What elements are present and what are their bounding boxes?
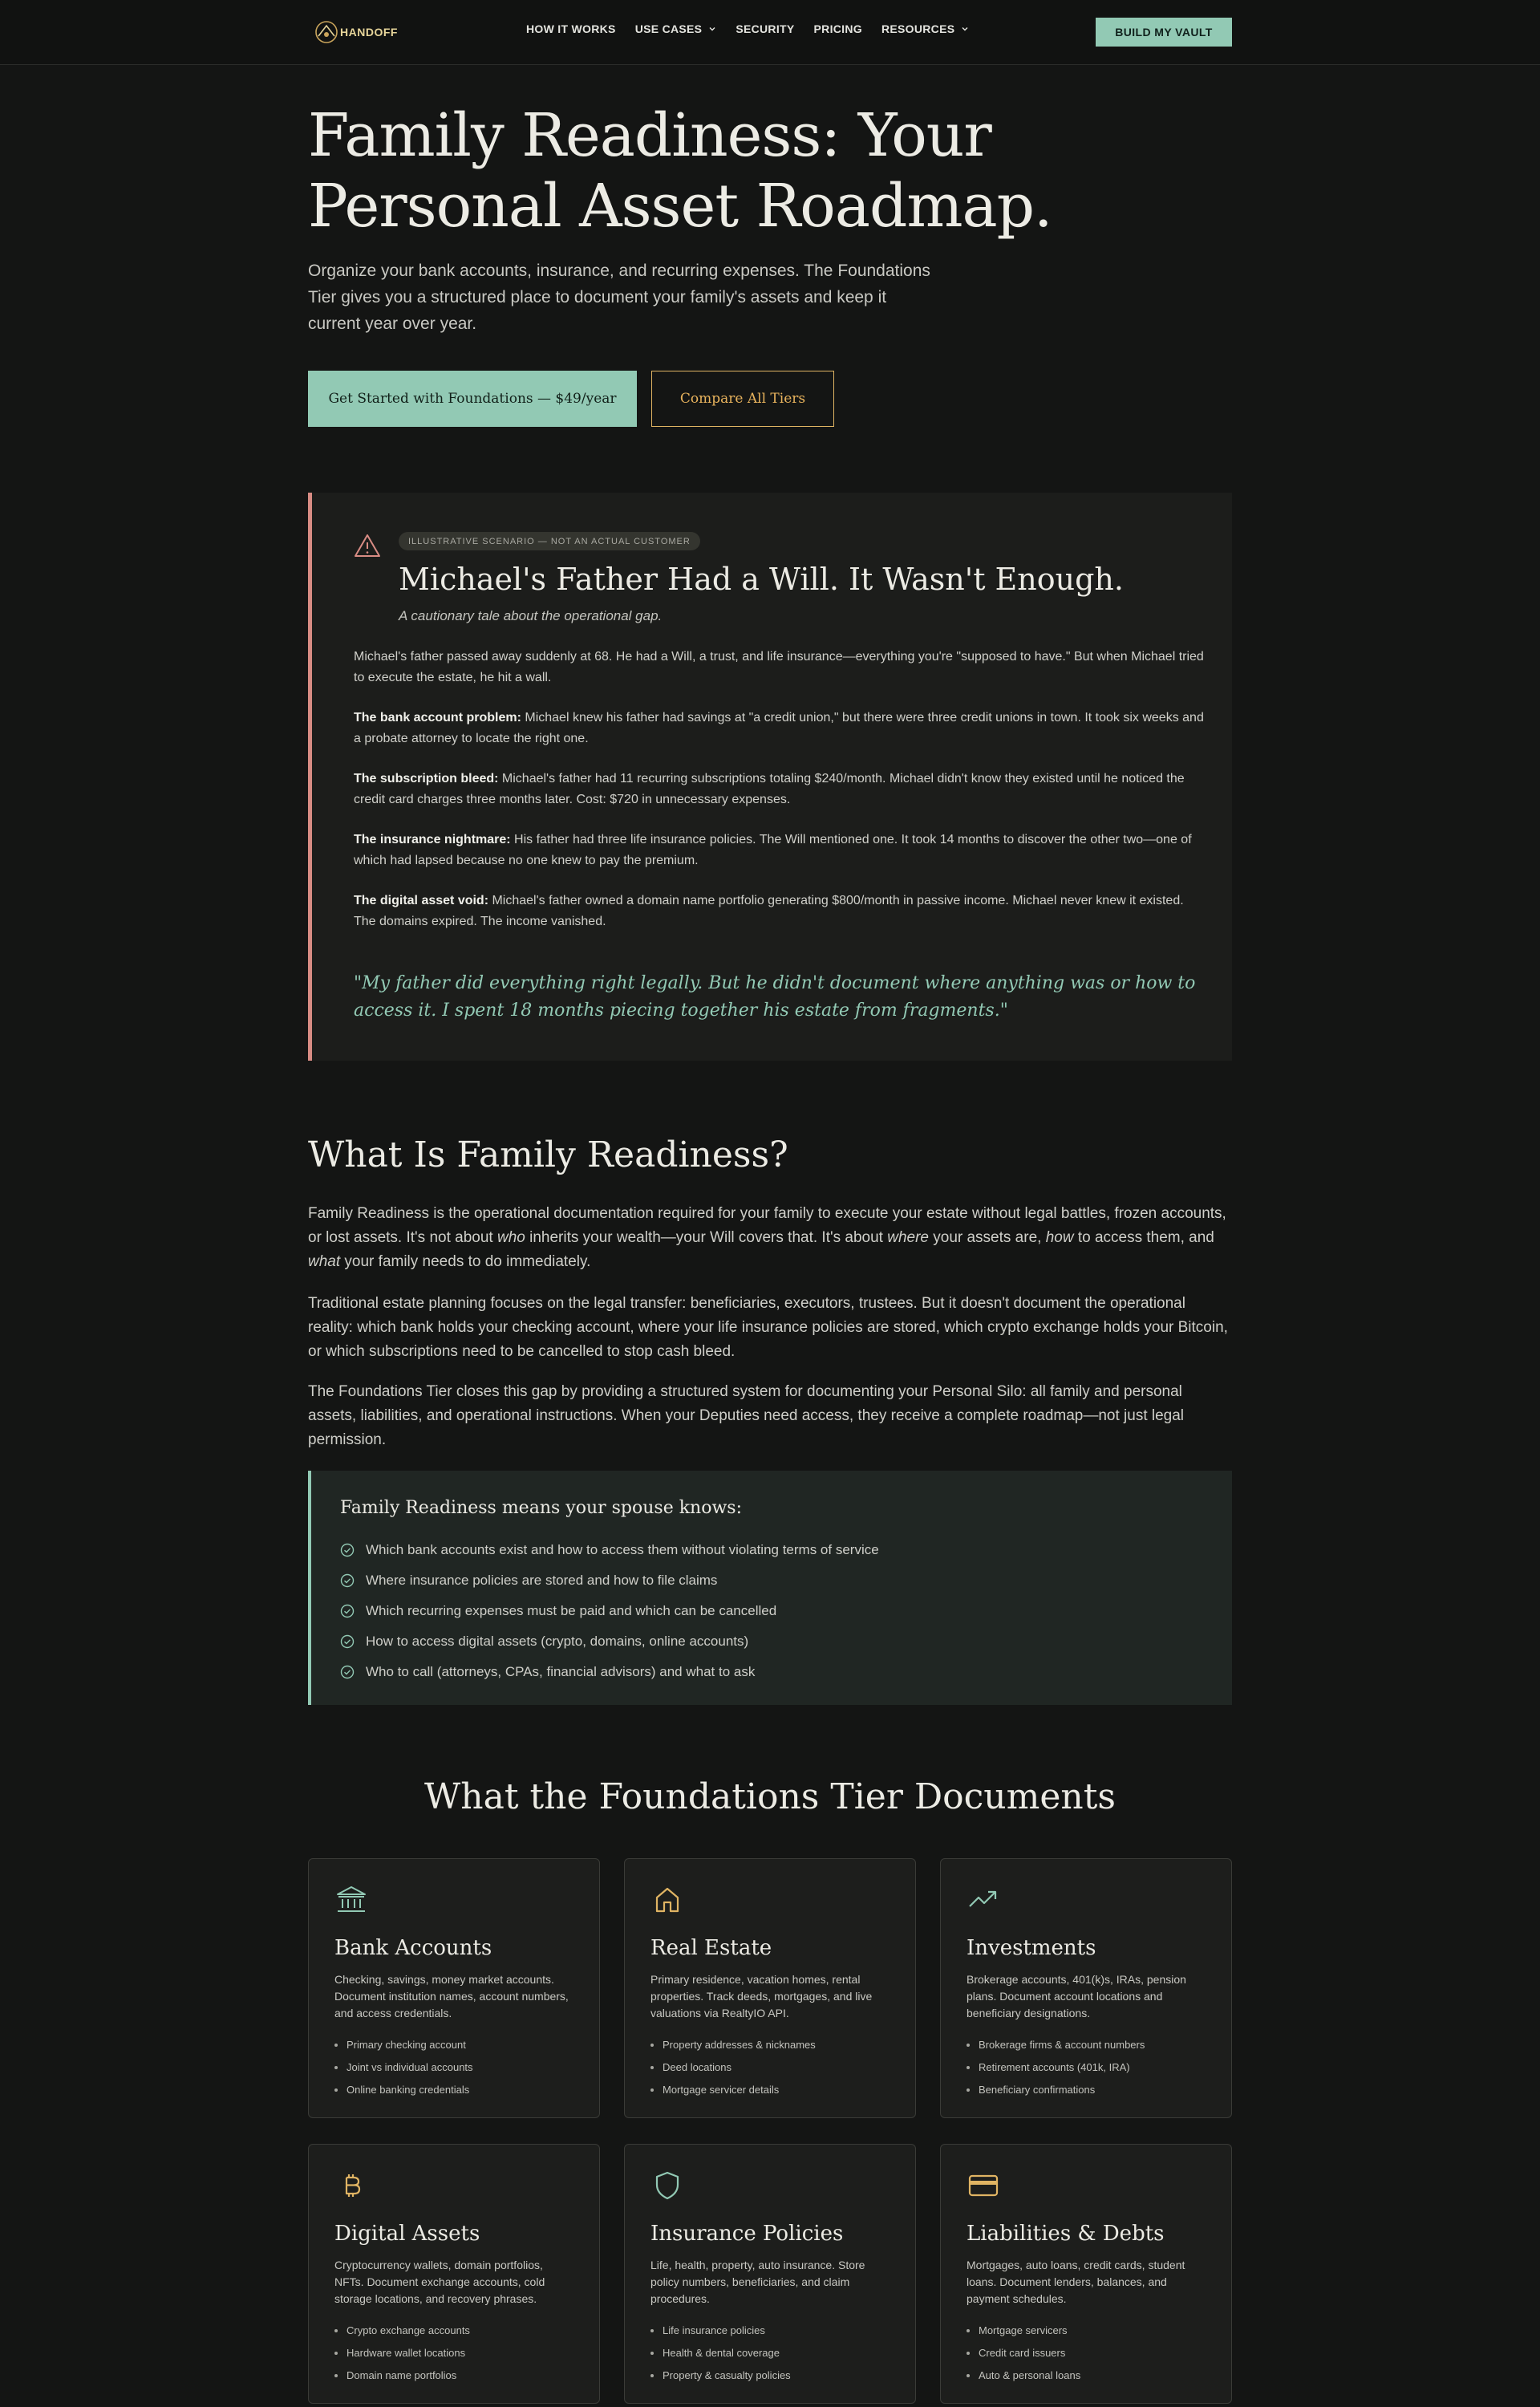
- text: your assets are,: [928, 1229, 1046, 1246]
- text: inherits your wealth—your Will covers that. It's about: [525, 1229, 888, 1246]
- compare-tiers-button[interactable]: Compare All Tiers: [651, 371, 834, 427]
- nav-security[interactable]: [736, 22, 794, 35]
- emphasis: where: [887, 1229, 929, 1246]
- card-title: Digital Assets: [334, 2222, 480, 2246]
- scenario-quote: "My father did everything right legally. But he didn't document where anything was or how to access it. I spent 18 months piecing together his estate from fragments.": [354, 973, 1196, 1021]
- hero-title-line-2: Personal Asset Roadmap.: [308, 172, 1052, 241]
- text: Family Readiness is the operational documentation required for your family to execute your estate without legal battles, frozen accounts, or lost assets. It's not about: [308, 1205, 1226, 1246]
- card-description: Mortgages, auto loans, credit cards, student loans. Document lenders, balances, and payment schedules.: [967, 2259, 1185, 2305]
- list-item: Property addresses & nicknames: [650, 2034, 816, 2056]
- card-bank-accounts: [308, 1858, 600, 2118]
- section-title: What Is Family Readiness?: [308, 1134, 788, 1175]
- card-list: [967, 2034, 1145, 2101]
- nav-label: HOW IT WORKS: [526, 22, 616, 35]
- list-item-text: How to access digital assets (crypto, domains, online accounts): [366, 1634, 749, 1649]
- bitcoin-icon: [334, 2169, 368, 2202]
- chevron-down-icon: [708, 25, 716, 33]
- trending-up-icon: [967, 1883, 1000, 1917]
- list-item: Deed locations: [650, 2056, 816, 2079]
- logo[interactable]: [313, 16, 398, 48]
- hero-title: [308, 100, 1230, 242]
- scenario-point: [354, 830, 1204, 871]
- list-item-text: Which bank accounts exist and how to access them without violating terms of service: [366, 1542, 879, 1557]
- emphasis: what: [308, 1253, 341, 1270]
- build-my-vault-button[interactable]: BUILD MY VAULT: [1096, 18, 1232, 47]
- check-circle-icon: [340, 1634, 355, 1649]
- paragraph: The Foundations Tier closes this gap by providing a structured system for documenting your Personal Silo: all family and personal assets, liabilities, and operational instructions. When your Deputies need access, they receive a complete roadmap—not just legal permission.: [308, 1383, 1185, 1448]
- emphasis: how: [1045, 1229, 1074, 1246]
- text: your family needs to do immediately.: [340, 1253, 591, 1270]
- list-item: Domain name portfolios: [334, 2364, 470, 2387]
- text: to access them, and: [1073, 1229, 1214, 1246]
- check-circle-icon: [340, 1573, 355, 1588]
- list-item: [340, 1596, 879, 1626]
- nav-label: USE CASES: [634, 22, 703, 35]
- shield-icon: [650, 2169, 684, 2202]
- list-item: Beneficiary confirmations: [967, 2079, 1145, 2101]
- list-item: [340, 1657, 879, 1687]
- list-item: Mortgage servicers: [967, 2320, 1080, 2342]
- spouse-knows-title: Family Readiness means your spouse knows:: [340, 1498, 742, 1518]
- scenario-point: [354, 769, 1204, 810]
- list-item: [340, 1535, 879, 1565]
- card-list: [334, 2320, 470, 2387]
- card-description: Checking, savings, money market accounts. Document institution names, account numbers, and access credentials.: [334, 1973, 569, 2019]
- logo-text: HANDOFF: [340, 26, 398, 39]
- card-list: [650, 2320, 791, 2387]
- scenario-badge: ILLUSTRATIVE SCENARIO — NOT AN ACTUAL CUSTOMER: [399, 532, 700, 550]
- emphasis: who: [496, 1229, 525, 1246]
- scenario-point-label: The subscription bleed:: [354, 772, 499, 785]
- warning-icon: [354, 533, 381, 558]
- card-title: Liabilities & Debts: [967, 2222, 1165, 2246]
- list-item: Hardware wallet locations: [334, 2342, 470, 2364]
- hero-title-line-1: Family Readiness: Your: [308, 101, 991, 170]
- card-liabilities-debts: [940, 2144, 1232, 2404]
- list-item: Brokerage firms & account numbers: [967, 2034, 1145, 2056]
- check-circle-icon: [340, 1665, 355, 1679]
- scenario-card: [308, 493, 1232, 1061]
- nav-label: RESOURCES: [881, 22, 955, 35]
- paragraph: Traditional estate planning focuses on the legal transfer: beneficiaries, executors, trustees. But it doesn't document the operational reality: which bank holds your checking account, where your life insurance policies are stored, which crypto exchange holds your Bitcoin, or which subscriptions need to be cancelled to stop cash bleed.: [308, 1295, 1228, 1360]
- list-item: Crypto exchange accounts: [334, 2320, 470, 2342]
- nav-label: SECURITY: [736, 22, 795, 35]
- list-item: [340, 1626, 879, 1657]
- list-item: Mortgage servicer details: [650, 2079, 816, 2101]
- scenario-point-label: The insurance nightmare:: [354, 833, 511, 846]
- card-description: Primary residence, vacation homes, rental properties. Track deeds, mortgages, and live valuations via RealtyIO API.: [650, 1973, 873, 2019]
- scenario-point: [354, 708, 1204, 749]
- card-title: Investments: [967, 1936, 1096, 1960]
- hero-lead: Organize your bank accounts, insurance, and recurring expenses. The Foundations Tier gives you a structured place to document your family's assets and keep it current year over year.: [308, 262, 930, 333]
- scenario-subtitle: A cautionary tale about the operational gap.: [399, 608, 663, 623]
- card-digital-assets: [308, 2144, 600, 2404]
- card-list: [334, 2034, 473, 2101]
- scenario-point-label: The bank account problem:: [354, 711, 521, 725]
- what-is-family-readiness-section: [308, 1134, 1232, 1448]
- list-item: Joint vs individual accounts: [334, 2056, 473, 2079]
- check-circle-icon: [340, 1543, 355, 1557]
- docs-section-title: What the Foundations Tier Documents: [424, 1776, 1116, 1817]
- scenario-point-text: His father had three life insurance policies. The Will mentioned one. It took 14 months to discover the other two—one of which had lapsed because no one knew to pay the premium.: [354, 833, 1192, 867]
- scenario-point-text: Michael's father had 11 recurring subscriptions totaling $240/month. Michael didn't know they existed until he noticed the credit card charges three months later. Cost: $720 in unnecessary expenses.: [354, 772, 1185, 806]
- card-title: Insurance Policies: [650, 2222, 844, 2246]
- list-item: Credit card issuers: [967, 2342, 1080, 2364]
- top-navigation: [0, 0, 1540, 65]
- paragraph: [308, 1202, 1230, 1274]
- nav-resources[interactable]: [881, 22, 969, 35]
- list-item: Primary checking account: [334, 2034, 473, 2056]
- card-description: Brokerage accounts, 401(k)s, IRAs, pension plans. Document account locations and beneficiary designations.: [967, 1973, 1186, 2019]
- home-icon: [650, 1883, 684, 1917]
- nav-label: PRICING: [813, 22, 862, 35]
- list-item: Health & dental coverage: [650, 2342, 791, 2364]
- card-list: [967, 2320, 1080, 2387]
- scenario-intro: Michael's father passed away suddenly at 68. He had a Will, a trust, and life insurance—everything you're "supposed to have." But when Michael tried to execute the estate, he hit a wall.: [354, 650, 1204, 684]
- main-nav: [526, 22, 969, 35]
- list-item: Auto & personal loans: [967, 2364, 1080, 2387]
- check-circle-icon: [340, 1604, 355, 1618]
- list-item: [340, 1565, 879, 1596]
- card-description: Cryptocurrency wallets, domain portfolios, NFTs. Document exchange accounts, cold storage locations, and recovery phrases.: [334, 2259, 545, 2305]
- logo-mark-icon: [313, 18, 340, 46]
- card-list: [650, 2034, 816, 2101]
- get-started-button[interactable]: Get Started with Foundations — $49/year: [308, 371, 637, 427]
- card-real-estate: [624, 1858, 916, 2118]
- scenario-point-text: Michael knew his father had savings at "a credit union," but there were three credit unions in town. It took six weeks and a probate attorney to locate the right one.: [354, 711, 1204, 745]
- nav-use-cases[interactable]: [635, 22, 717, 35]
- credit-card-icon: [967, 2169, 1000, 2202]
- scenario-body: [354, 647, 1204, 952]
- scenario-point-text: Michael's father owned a domain name portfolio generating $800/month in passive income. Michael never knew it existed. The domains expired. The income vanished.: [354, 894, 1184, 928]
- hero-section: [308, 100, 1230, 337]
- list-item-text: Who to call (attorneys, CPAs, financial advisors) and what to ask: [366, 1664, 756, 1679]
- card-title: Real Estate: [650, 1936, 772, 1960]
- list-item: Property & casualty policies: [650, 2364, 791, 2387]
- scenario-title: Michael's Father Had a Will. It Wasn't Enough.: [399, 562, 1124, 597]
- nav-pricing[interactable]: [814, 22, 862, 35]
- chevron-down-icon: [961, 25, 969, 33]
- list-item: Retirement accounts (401k, IRA): [967, 2056, 1145, 2079]
- list-item-text: Where insurance policies are stored and how to file claims: [366, 1573, 718, 1588]
- list-item-text: Which recurring expenses must be paid and which can be cancelled: [366, 1603, 777, 1618]
- bank-icon: [334, 1883, 368, 1917]
- scenario-point-label: The digital asset void:: [354, 894, 489, 907]
- scenario-point: [354, 891, 1204, 932]
- card-insurance-policies: [624, 2144, 916, 2404]
- card-investments: [940, 1858, 1232, 2118]
- nav-how-it-works[interactable]: [526, 22, 616, 35]
- list-item: Online banking credentials: [334, 2079, 473, 2101]
- spouse-knows-box: [308, 1471, 1232, 1705]
- card-title: Bank Accounts: [334, 1936, 492, 1960]
- spouse-knows-list: [340, 1535, 879, 1687]
- card-description: Life, health, property, auto insurance. Store policy numbers, beneficiaries, and claim procedures.: [650, 2259, 865, 2305]
- list-item: Life insurance policies: [650, 2320, 791, 2342]
